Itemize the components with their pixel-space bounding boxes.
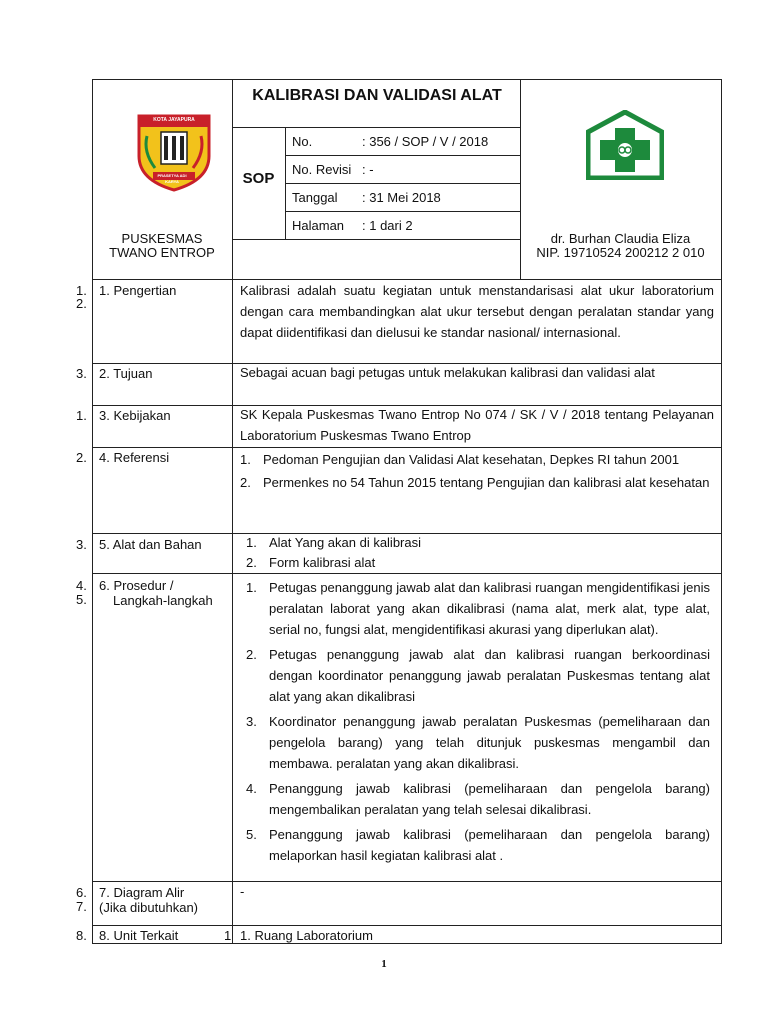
margin-num: 3.: [76, 366, 87, 381]
org-name-line2: TWANO ENTROP: [109, 245, 215, 260]
page-number: 1: [381, 958, 387, 970]
list-item: 1. Petugas penanggung jawab alat dan kalibrasi ruangan mengidentifikasi jenis peralatan laborat yang akan dikalibrasi (nama alat, merk alat, type alat, serial no, fungsi alat, mengidentifikasi akurasi yang diperlukan alat).: [246, 580, 710, 637]
logo-top-text: KOTA JAYAPURA: [153, 117, 195, 123]
list-item: 1. Pedoman Pengujian dan Validasi Alat kesehatan, Depkes RI tahun 2001: [240, 452, 680, 467]
margin-num: 3.: [76, 537, 87, 552]
puskesmas-logo: [586, 110, 664, 180]
signer-name: dr. Burhan Claudia Eliza: [550, 231, 691, 246]
org-name-line1: PUSKESMAS: [121, 231, 203, 246]
label-prosedur: 6. Prosedur /: [99, 578, 174, 593]
list-item: 2. Permenkes no 54 Tahun 2015 tentang Pengujian dan kalibrasi alat kesehatan: [240, 475, 710, 490]
label-diagram-note: (Jika dibutuhkan): [99, 900, 198, 915]
meta-label-no: No.: [292, 134, 313, 149]
text-kebijakan: SK Kepala Puskesmas Twano Entrop No 074 / SK / V / 2018 tentang Pelayanan Laboratorium Puskesmas Twano Entrop: [240, 407, 714, 443]
list-item: 5. Penanggung jawab kalibrasi (pemeliharaan dan pengelola barang) melaporkan hasil kegiatan kalibrasi alat .: [246, 827, 710, 863]
margin-num: 8.: [76, 928, 87, 943]
margin-num: 6.: [76, 885, 87, 900]
margin-num: 2.: [76, 296, 87, 311]
margin-num: 5.: [76, 592, 87, 607]
margin-num: 4.: [76, 578, 87, 593]
list-item: 1. Alat Yang akan di kalibrasi: [246, 535, 422, 550]
margin-num: 7.: [76, 899, 87, 914]
meta-value-no: : 356 / SOP / V / 2018: [362, 134, 489, 149]
signer-nip: NIP. 19710524 200212 2 010: [536, 245, 705, 260]
label-alat-bahan: 5. Alat dan Bahan: [99, 537, 202, 552]
meta-value-revisi: : -: [362, 162, 374, 177]
label-kebijakan: 3. Kebijakan: [99, 408, 171, 423]
list-item: 2. Form kalibrasi alat: [246, 555, 376, 570]
margin-num: 2.: [76, 450, 87, 465]
puskesmas-cross-icon: [586, 110, 664, 180]
label-tujuan: 2. Tujuan: [99, 366, 153, 381]
text-diagram: -: [240, 884, 245, 899]
label-referensi: 4. Referensi: [99, 450, 170, 465]
text-tujuan: Sebagai acuan bagi petugas untuk melakukan kalibrasi dan validasi alat: [240, 365, 655, 380]
label-unit-suffix: 1: [224, 928, 232, 943]
sop-label: SOP: [242, 170, 275, 187]
alat-bahan-list: [246, 533, 714, 573]
list-item: 2. Petugas penanggung jawab alat dan kalibrasi ruangan berkoordinasi dengan koordinator penanggung jawab peralatan Puskesmas tentang alat alat yang akan dikalibrasi: [246, 647, 710, 704]
meta-label-revisi: No. Revisi: [292, 162, 352, 177]
meta-label-tanggal: Tanggal: [292, 190, 338, 205]
text-unit-terkait: 1. Ruang Laboratorium: [240, 928, 373, 943]
label-langkah: Langkah-langkah: [113, 593, 213, 608]
text-pengertian: Kalibrasi adalah suatu kegiatan untuk menstandarisasi alat ukur laboratorium dengan cara membandingkan alat ukur tersebut dengan peralatan standar yang dapat diidentifikasi dan dielusui ke standar nasional/ internasional.: [240, 283, 714, 340]
document-title: KALIBRASI DAN VALIDASI ALAT: [252, 87, 502, 104]
meta-label-halaman: Halaman: [292, 218, 345, 233]
logo-bottom-text: PRASETYA ADI KARYA: [157, 173, 187, 184]
margin-num: 1.: [76, 408, 87, 423]
meta-value-halaman: : 1 dari 2: [362, 218, 413, 233]
referensi-list: [240, 449, 714, 493]
list-item: 4. Penanggung jawab kalibrasi (pemeliharaan dan pengelola barang) mengembalikan peralatan yang telah selesai dikalibrasi.: [246, 781, 710, 817]
margin-num: 1.: [76, 283, 87, 298]
list-item: 3. Koordinator penanggung jawab peralatan Puskesmas (pemeliharaan dan pengelola barang) yang telah ditunjuk puskesmas mengambil dan membawa. peralatan yang akan dikalibrasi.: [246, 714, 710, 771]
label-unit-terkait: 8. Unit Terkait: [99, 928, 179, 943]
prosedur-list: [246, 577, 710, 866]
label-diagram: 7. Diagram Alir: [99, 885, 185, 900]
meta-value-tanggal: : 31 Mei 2018: [362, 190, 441, 205]
label-pengertian: 1. Pengertian: [99, 283, 177, 298]
